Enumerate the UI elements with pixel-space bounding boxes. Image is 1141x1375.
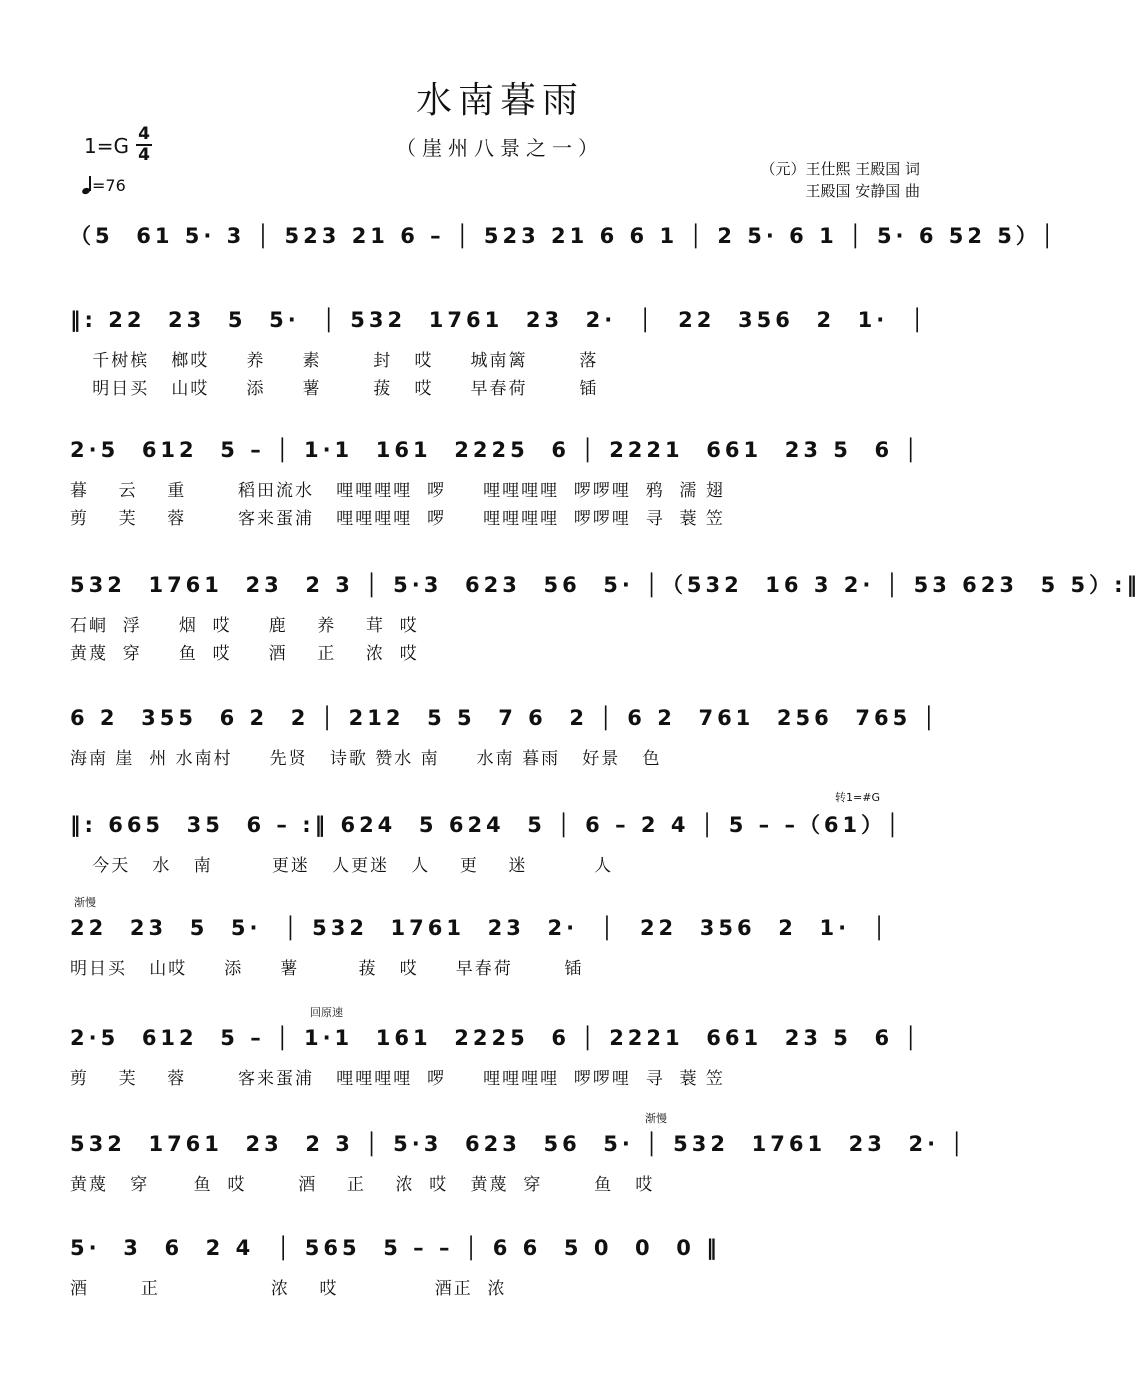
lyric-line-1: 明日买 山哎 添 薯 菝 哎 早春荷 锸: [70, 959, 584, 979]
score-row: [70, 1006, 930, 1128]
lyric-line-1: 石峒 浮 烟 哎 鹿 养 茸 哎: [70, 616, 419, 636]
score-row: [70, 1228, 930, 1338]
expression-mark: 渐慢: [645, 1112, 667, 1125]
lyric-line-1: 酒 正 浓 哎 酒正 浓: [70, 1279, 507, 1299]
expression-mark: 转1=#G: [835, 791, 880, 804]
lyric-line-2: 剪 芙 蓉 客来蛋浦 哩哩哩哩 啰 哩哩哩哩 啰啰哩 寻 蓑 笠: [70, 509, 725, 529]
lyric-line-1: 暮 云 重 稻田流水 哩哩哩哩 啰 哩哩哩哩 啰啰哩 鸦 濡 翅: [70, 481, 725, 501]
time-top: 4: [138, 124, 150, 144]
notation-line: 5· 3 6 2 4 │ 565 5 – – │ 6 6 5 0 0 0 ‖: [70, 1236, 721, 1260]
notation-line: ‖: 665 35 6 – :‖ 624 5 624 5 │ 6 – 2 4 │ 5 – –（61）│: [70, 813, 903, 837]
notation-line: 2·5 612 5 – │ 1·1 161 2225 6 │ 2221 661 23 5 6 │: [70, 1026, 922, 1050]
expression-mark: 回原速: [310, 1006, 343, 1019]
lyric-line-1: 今天 水 南 更迷 人更迷 人 更 迷 人: [70, 856, 614, 876]
score-row: [70, 791, 930, 915]
lyric-line-2: 明日买 山哎 添 薯 菝 哎 早春荷 锸: [70, 379, 599, 399]
score-row: [70, 300, 930, 410]
score-row: [70, 896, 930, 1018]
notation-line: 22 23 5 5· │ 532 1761 23 2· │ 22 356 2 1· │: [70, 916, 890, 940]
notation-line: ‖: 22 23 5 5· │ 532 1761 23 2· │ 22 356 2 1· │: [70, 308, 928, 332]
lyricist-credit: （元）王仕熙 王殿国 词: [760, 160, 920, 178]
score-row: [70, 698, 940, 808]
lyric-line-1: 海南 崖 州 水南村 先贤 诗歌 赞水 南 水南 暮雨 好景 色: [70, 749, 662, 769]
time-signature: [134, 125, 154, 165]
tempo-mark: [82, 176, 126, 195]
notation-line: （5 61 5· 3 │ 523 21 6 – │ 523 21 6 6 1 │ 2 5· 6 1 │ 5· 6 52 5）│: [70, 224, 1058, 248]
score-row: [70, 430, 930, 540]
lyric-line-1: 黄蔑 穿 鱼 哎 酒 正 浓 哎 黄蔑 穿 鱼 哎: [70, 1175, 655, 1195]
notation-line: 532 1761 23 2 3 │ 5·3 623 56 5· │（532 16 3 2· │ 53 623 5 5）:‖: [70, 573, 1141, 597]
notation-line: 6 2 355 6 2 2 │ 212 5 5 7 6 2 │ 6 2 761 256 765 │: [70, 706, 940, 730]
score-row: [70, 565, 1141, 675]
lyric-line-2: 黄蔑 穿 鱼 哎 酒 正 浓 哎: [70, 644, 419, 664]
notation-line: 2·5 612 5 – │ 1·1 161 2225 6 │ 2221 661 23 5 6 │: [70, 438, 922, 462]
composer-credit: 王殿国 安静国 曲: [805, 182, 920, 200]
tempo-value: =76: [92, 176, 126, 195]
lyric-line-1: 千树槟 榔哎 养 素 封 哎 城南篱 落: [70, 351, 599, 371]
lyric-line-1: 剪 芙 蓉 客来蛋浦 哩哩哩哩 啰 哩哩哩哩 啰啰哩 寻 蓑 笠: [70, 1069, 725, 1089]
score-row: [70, 1112, 968, 1234]
key-signature: 1=G: [84, 134, 129, 158]
expression-mark: 渐慢: [74, 896, 96, 909]
subtitle: （崖州八景之一）: [396, 136, 604, 160]
page-title: 水南暮雨: [415, 80, 584, 121]
quarter-note-icon: [82, 176, 92, 194]
time-bottom: 4: [138, 145, 150, 165]
notation-line: 532 1761 23 2 3 │ 5·3 623 56 5· │ 532 1761 23 2· │: [70, 1132, 968, 1156]
